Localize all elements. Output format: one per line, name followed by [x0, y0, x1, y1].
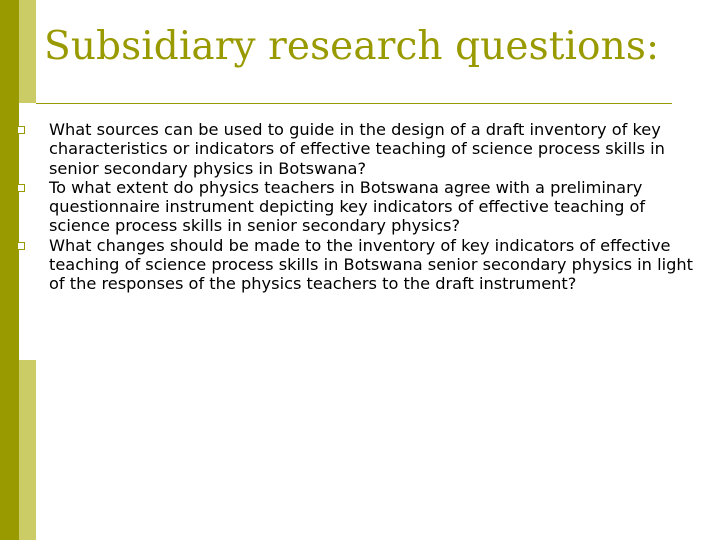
- bullet-item: [16, 120, 706, 178]
- bullet-item: [16, 236, 706, 294]
- square-bullet-icon: [17, 184, 25, 192]
- square-bullet-icon: [17, 126, 25, 134]
- bullet-item: [16, 178, 706, 236]
- bullet-text: What sources can be used to guide in the design of a draft inventory of key characteristics or indicators of effective teaching of science process skills in senior secondary physics in Botswana?: [49, 120, 665, 178]
- slide-title: Subsidiary research questions:: [44, 24, 660, 69]
- bullet-text: To what extent do physics teachers in Botswana agree with a preliminary questionnaire instrument depicting key indicators of effective teaching of science process skills in senior secondary physics?: [49, 177, 646, 236]
- square-bullet-icon: [17, 242, 25, 250]
- bullet-list: [16, 120, 706, 294]
- left-accent-bar-bottom-light: [19, 360, 36, 540]
- title-divider: [36, 103, 672, 104]
- bullet-text: What changes should be made to the inventory of key indicators of effective teaching of science process skills in Botswana senior secondary physics in light of the responses of the physics teachers to the draft instrument?: [49, 235, 693, 294]
- left-accent-bar-top-light: [19, 0, 36, 103]
